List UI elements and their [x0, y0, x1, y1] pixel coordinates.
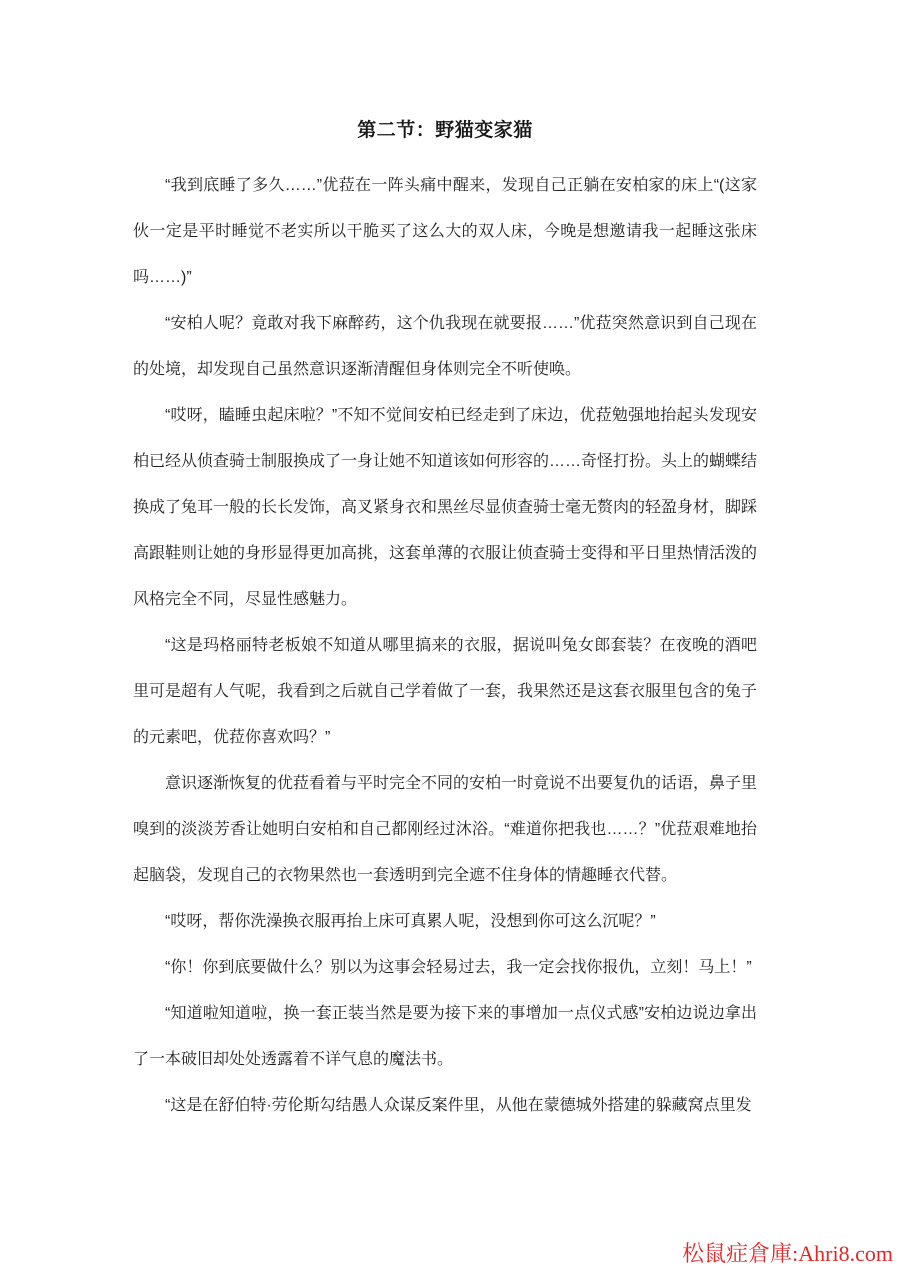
paragraph: “我到底睡了多久……”优菈在一阵头痛中醒来，发现自己正躺在安柏家的床上“(这家伙一定是平时睡觉不老实所以干脆买了这么大的双人床，今晚是想邀请我一起睡这张床吗……)” [133, 177, 757, 286]
paragraph: “安柏人呢？竟敢对我下麻醉药，这个仇我现在就要报……”优菈突然意识到自己现在的处境，却发现自己虽然意识逐渐清醒但身体则完全不听使唤。 [133, 315, 757, 378]
paragraph: 意识逐渐恢复的优菈看着与平时完全不同的安柏一时竟说不出要复仇的话语，鼻子里嗅到的淡淡芳香让她明白安柏和自己都刚经过沐浴。“难道你把我也……？”优菈艰难地抬起脑袋，发现自己的衣物果然也一套透明到完全遮不住身体的情趣睡衣代替。 [133, 775, 758, 884]
site-watermark: 松鼠症倉庫:Ahri8.com [682, 1241, 893, 1266]
section-title: 第二节：野猫变家猫 [357, 120, 533, 141]
paragraph: “哎呀，帮你洗澡换衣服再抬上床可真累人呢，没想到你可这么沉呢？” [165, 913, 656, 930]
document-body [133, 108, 757, 1129]
paragraph: “知道啦知道啦，换一套正装当然是要为接下来的事增加一点仪式感”安柏边说边拿出了一本破旧却处处透露着不详气息的魔法书。 [133, 1005, 757, 1068]
paragraph: “这是玛格丽特老板娘不知道从哪里搞来的衣服，据说叫兔女郎套装？在夜晚的酒吧里可是超有人气呢，我看到之后就自己学着做了一套，我果然还是这套衣服里包含的兔子的元素吧，优菈你喜欢吗？” [133, 637, 758, 746]
paragraph: “你！你到底要做什么？别以为这事会轻易过去，我一定会找你报仇，立刻！马上！” [165, 959, 752, 976]
paragraph: “哎呀，瞌睡虫起床啦？”不知不觉间安柏已经走到了床边，优菈勉强地抬起头发现安柏已经从侦查骑士制服换成了一身让她不知道该如何形容的……奇怪打扮。头上的蝴蝶结换成了兔耳一般的长长发饰，高叉紧身衣和黑丝尽显侦查骑士毫无赘肉的轻盈身材，脚踩高跟鞋则让她的身形显得更加高挑，这套单薄的衣服让侦查骑士变得和平日里热情活泼的风格完全不同，尽显性感魅力。 [133, 407, 758, 608]
paragraph: “这是在舒伯特·劳伦斯勾结愚人众谋反案件里，从他在蒙德城外搭建的躲藏窝点里发 [165, 1097, 752, 1114]
